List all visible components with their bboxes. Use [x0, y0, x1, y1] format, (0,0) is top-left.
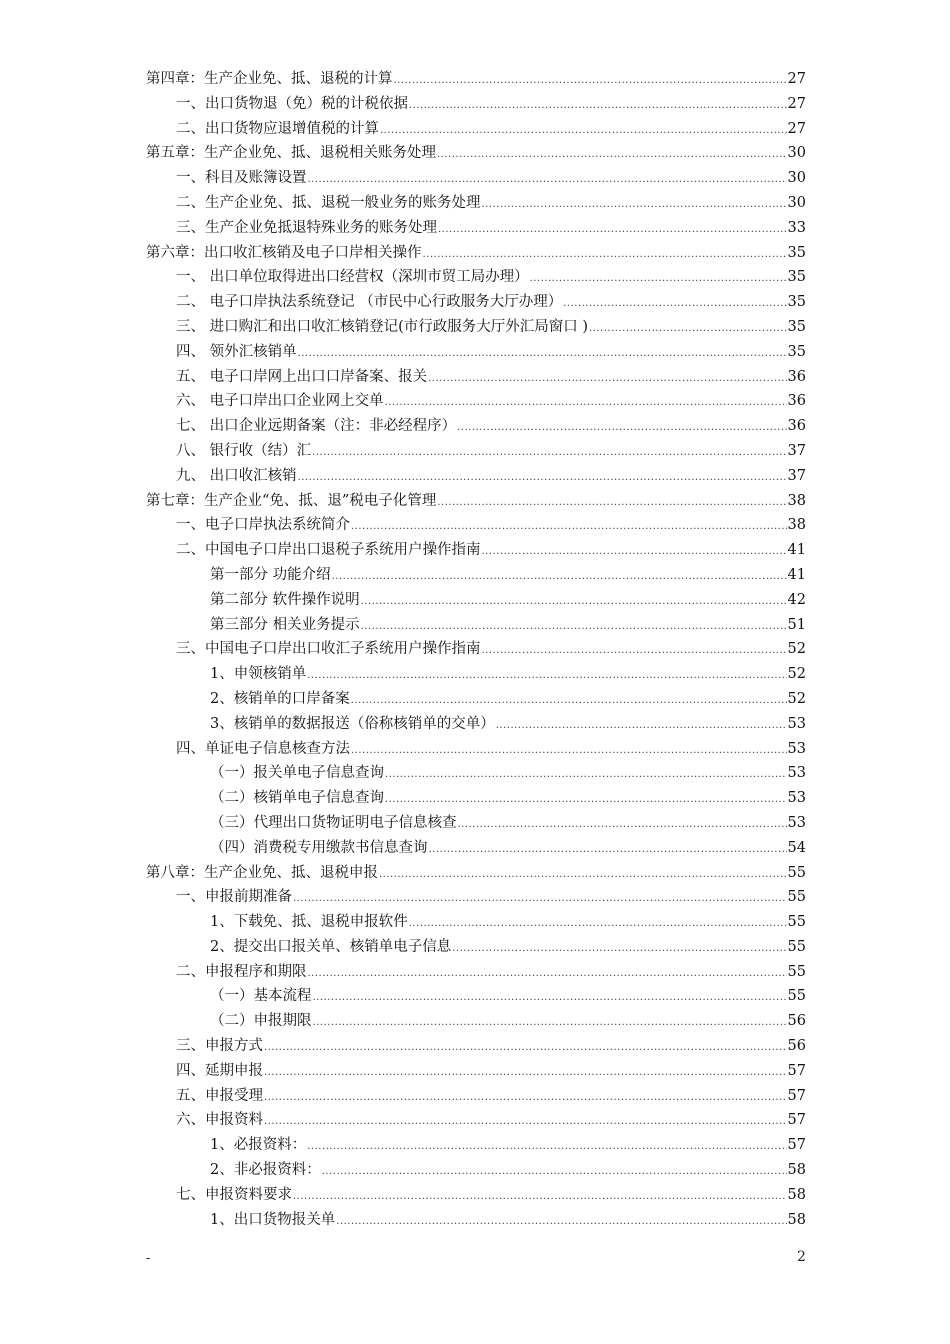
- toc-entry-title: 六、 电子口岸出口企业网上交单: [176, 393, 384, 410]
- toc-dot-leader: [312, 447, 786, 458]
- toc-entry-title: 一、电子口岸执法系统简介: [176, 517, 350, 534]
- toc-entry-page: 57: [787, 1137, 806, 1154]
- toc-entry-title: 四、 领外汇核销单: [176, 343, 297, 360]
- toc-dot-leader: [530, 273, 787, 284]
- toc-dot-leader: [307, 1141, 786, 1152]
- toc-entry-title: 3、核销单的数据报送（俗称核销单的交单）: [210, 715, 495, 732]
- toc-entry[interactable]: [146, 563, 806, 588]
- toc-dot-leader: [361, 621, 787, 632]
- toc-entry-page: 37: [787, 442, 806, 459]
- toc-entry[interactable]: [146, 117, 806, 142]
- toc-entry-page: 58: [787, 1162, 806, 1179]
- toc-entry-page: 57: [787, 1087, 806, 1104]
- toc-entry[interactable]: [146, 1009, 806, 1034]
- toc-entry[interactable]: [146, 513, 806, 538]
- toc-entry[interactable]: [146, 910, 806, 935]
- toc-dot-leader: [428, 373, 786, 384]
- toc-dot-leader: [458, 819, 787, 830]
- toc-entry-title: （二）申报期限: [210, 1013, 312, 1030]
- toc-dot-leader: [563, 298, 786, 309]
- toc-entry-page: 42: [787, 591, 806, 608]
- toc-dot-leader: [409, 918, 787, 929]
- toc-entry[interactable]: [146, 315, 806, 340]
- toc-entry-page: 51: [787, 616, 806, 633]
- toc-entry-title: 第三部分 相关业务提示: [210, 616, 360, 633]
- toc-entry[interactable]: [146, 389, 806, 414]
- toc-entry[interactable]: [146, 662, 806, 687]
- toc-dot-leader: [437, 149, 787, 160]
- toc-entry[interactable]: [146, 836, 806, 861]
- toc-entry-title: 第六章：出口收汇核销及电子口岸相关操作: [146, 244, 422, 261]
- toc-entry[interactable]: [146, 141, 806, 166]
- toc-entry-page: 30: [787, 194, 806, 211]
- toc-entry-title: 2、核销单的口岸备案: [210, 690, 350, 707]
- toc-entry[interactable]: [146, 538, 806, 563]
- toc-entry[interactable]: [146, 1108, 806, 1133]
- toc-entry-title: 六、申报资料: [176, 1112, 263, 1129]
- toc-entry-page: 30: [787, 170, 806, 187]
- toc-dot-leader: [452, 943, 786, 954]
- toc-entry[interactable]: [146, 67, 806, 92]
- toc-entry[interactable]: [146, 414, 806, 439]
- toc-entry-page: 41: [787, 566, 806, 583]
- toc-dot-leader: [423, 249, 787, 260]
- toc-dot-leader: [437, 497, 786, 508]
- toc-dot-leader: [293, 893, 787, 904]
- toc-entry[interactable]: [146, 464, 806, 489]
- toc-entry[interactable]: [146, 737, 806, 762]
- toc-entry-title: 第七章：生产企业“免、抵、退”税电子化管理: [146, 492, 437, 509]
- toc-entry[interactable]: [146, 811, 806, 836]
- toc-entry-page: 55: [787, 914, 806, 931]
- toc-dot-leader: [379, 869, 787, 880]
- toc-entry-title: 三、申报方式: [176, 1038, 263, 1055]
- toc-entry-title: 五、 电子口岸网上出口口岸备案、报关: [176, 368, 428, 385]
- toc-entry[interactable]: [146, 761, 806, 786]
- toc-entry-page: 55: [787, 988, 806, 1005]
- toc-entry-title: （一）报关单电子信息查询: [210, 765, 384, 782]
- toc-entry-page: 35: [787, 294, 806, 311]
- toc-entry-title: 二、生产企业免、抵、退税一般业务的账务处理: [176, 194, 481, 211]
- toc-dot-leader: [308, 174, 787, 185]
- toc-entry[interactable]: [146, 265, 806, 290]
- toc-entry-title: （二）核销单电子信息查询: [210, 790, 384, 807]
- toc-entry[interactable]: [146, 712, 806, 737]
- toc-entry[interactable]: [146, 1059, 806, 1084]
- toc-entry-page: 53: [787, 814, 806, 831]
- toc-entry-page: 27: [787, 120, 806, 137]
- toc-entry-page: 36: [787, 368, 806, 385]
- toc-entry-title: 七、申报资料要求: [176, 1186, 292, 1203]
- toc-entry-title: 七、 出口企业远期备案（注：非必经程序）: [176, 418, 457, 435]
- toc-dot-leader: [351, 695, 787, 706]
- toc-entry-page: 27: [787, 71, 806, 87]
- toc-dot-leader: [264, 1042, 787, 1053]
- toc-dot-leader: [264, 1092, 787, 1103]
- toc-dot-leader: [385, 769, 787, 780]
- toc-entry-page: 52: [787, 641, 806, 658]
- toc-entry-page: 36: [787, 418, 806, 435]
- toc-entry-page: 38: [787, 517, 806, 534]
- toc-entry-page: 35: [787, 318, 806, 335]
- toc-entry[interactable]: [146, 1158, 806, 1183]
- toc-entry-title: 一、出口货物退（免）税的计税依据: [176, 95, 408, 112]
- toc-entry-page: 55: [787, 938, 806, 955]
- toc-dot-leader: [351, 521, 787, 532]
- toc-entry-title: 二、出口货物应退增值税的计算: [176, 120, 379, 137]
- toc-entry-page: 36: [787, 393, 806, 410]
- toc-entry[interactable]: [146, 166, 806, 191]
- toc-entry-page: 58: [787, 1186, 806, 1203]
- toc-entry-page: 33: [787, 219, 806, 236]
- toc-entry-page: 53: [787, 765, 806, 782]
- toc-entry-page: 53: [787, 715, 806, 732]
- toc-dot-leader: [336, 1216, 786, 1227]
- toc-entry-title: 第四章：生产企业免、抵、退税的计算: [146, 71, 393, 87]
- toc-entry-title: 第五章：生产企业免、抵、退税相关账务处理: [146, 145, 436, 162]
- toc-dot-leader: [264, 1067, 787, 1078]
- toc-entry[interactable]: [146, 1183, 806, 1208]
- toc-entry-page: 55: [787, 864, 806, 881]
- footer-mark: -: [146, 1251, 151, 1266]
- toc-entry[interactable]: [146, 687, 806, 712]
- toc-entry-title: 四、延期申报: [176, 1062, 263, 1079]
- toc-entry-title: 第二部分 软件操作说明: [210, 591, 360, 608]
- toc-dot-leader: [298, 472, 787, 483]
- toc-entry[interactable]: [146, 1034, 806, 1059]
- toc-entry-title: 九、 出口收汇核销: [176, 467, 297, 484]
- toc-dot-leader: [332, 571, 787, 582]
- toc-entry[interactable]: [146, 861, 806, 886]
- toc-entry-title: 一、申报前期准备: [176, 889, 292, 906]
- toc-entry-page: 35: [787, 343, 806, 360]
- toc-entry-title: 一、科目及账簿设置: [176, 170, 307, 187]
- toc-dot-leader: [429, 844, 787, 855]
- toc-dot-leader: [438, 224, 787, 235]
- toc-entry[interactable]: [146, 885, 806, 910]
- toc-entry-title: 四、单证电子信息核查方法: [176, 740, 350, 757]
- toc-entry-title: 一、 出口单位取得进出口经营权（深圳市贸工局办理）: [176, 269, 529, 286]
- toc-entry-title: 八、 银行收（结）汇: [176, 442, 312, 459]
- toc-dot-leader: [264, 1116, 787, 1127]
- toc-entry-title: 1、出口货物报关单: [210, 1211, 336, 1228]
- toc-dot-leader: [385, 397, 787, 408]
- toc-entry[interactable]: [146, 290, 806, 315]
- toc-entry-page: 57: [787, 1062, 806, 1079]
- toc-entry-page: 58: [787, 1211, 806, 1228]
- toc-entry[interactable]: [146, 489, 806, 514]
- toc-entry-title: （一）基本流程: [210, 988, 312, 1005]
- toc-entry[interactable]: [146, 613, 806, 638]
- toc-entry-page: 53: [787, 740, 806, 757]
- toc-entry-page: 38: [787, 492, 806, 509]
- toc-entry[interactable]: [146, 365, 806, 390]
- toc-dot-leader: [457, 422, 786, 433]
- toc-entry-title: 2、提交出口报关单、核销单电子信息: [210, 938, 452, 955]
- toc-entry-title: 二、申报程序和期限: [176, 963, 307, 980]
- toc-entry-page: 35: [787, 269, 806, 286]
- toc-dot-leader: [380, 125, 787, 136]
- toc-entry[interactable]: [146, 439, 806, 464]
- toc-entry[interactable]: [146, 241, 806, 266]
- toc-entry[interactable]: [146, 786, 806, 811]
- toc-entry-title: 2、非必报资料：: [210, 1162, 321, 1179]
- toc-dot-leader: [322, 1166, 787, 1177]
- toc-dot-leader: [361, 596, 787, 607]
- toc-dot-leader: [308, 968, 787, 979]
- toc-entry-title: 1、申领核销单: [210, 666, 307, 683]
- toc-dot-leader: [482, 546, 787, 557]
- table-of-contents: [146, 67, 806, 1232]
- toc-entry-title: 三、生产企业免抵退特殊业务的账务处理: [176, 219, 437, 236]
- toc-dot-leader: [385, 794, 787, 805]
- toc-entry-page: 30: [787, 145, 806, 162]
- toc-entry[interactable]: [146, 1133, 806, 1158]
- toc-entry-page: 56: [787, 1013, 806, 1030]
- toc-dot-leader: [482, 199, 787, 210]
- toc-dot-leader: [482, 645, 787, 656]
- toc-entry-title: 三、中国电子口岸出口收汇子系统用户操作指南: [176, 641, 481, 658]
- toc-entry[interactable]: [146, 588, 806, 613]
- toc-entry[interactable]: [146, 340, 806, 365]
- toc-entry-page: 52: [787, 666, 806, 683]
- toc-entry-page: 35: [787, 244, 806, 261]
- footer-page-number: 2: [797, 1249, 806, 1265]
- toc-entry[interactable]: [146, 960, 806, 985]
- toc-dot-leader: [307, 670, 786, 681]
- toc-dot-leader: [496, 720, 787, 731]
- toc-entry[interactable]: [146, 92, 806, 117]
- toc-entry-page: 37: [787, 467, 806, 484]
- toc-entry-page: 52: [787, 690, 806, 707]
- toc-dot-leader: [589, 323, 787, 334]
- toc-entry-title: （四）消费税专用缴款书信息查询: [210, 839, 428, 856]
- toc-dot-leader: [351, 745, 787, 756]
- toc-entry-page: 27: [787, 95, 806, 112]
- toc-entry[interactable]: [146, 637, 806, 662]
- toc-dot-leader: [313, 992, 787, 1003]
- toc-entry-title: 二、 电子口岸执法系统登记 （市民中心行政服务大厅办理）: [176, 294, 563, 311]
- toc-entry[interactable]: [146, 216, 806, 241]
- toc-entry-page: 55: [787, 889, 806, 906]
- toc-entry-page: 54: [787, 839, 806, 856]
- toc-entry-page: 57: [787, 1112, 806, 1129]
- toc-entry-title: 1、下载免、抵、退税申报软件: [210, 914, 408, 931]
- toc-entry-title: 二、中国电子口岸出口退税子系统用户操作指南: [176, 542, 481, 559]
- toc-entry[interactable]: [146, 191, 806, 216]
- toc-entry-title: 五、申报受理: [176, 1087, 263, 1104]
- toc-dot-leader: [394, 75, 787, 86]
- toc-entry-title: 三、 进口购汇和出口收汇核销登记(市行政服务大厅外汇局窗口 ): [176, 318, 589, 335]
- toc-entry-page: 55: [787, 963, 806, 980]
- toc-dot-leader: [293, 1191, 787, 1202]
- toc-entry-title: （三）代理出口货物证明电子信息核查: [210, 814, 457, 831]
- toc-entry-page: 53: [787, 790, 806, 807]
- toc-entry[interactable]: [146, 1208, 806, 1233]
- toc-entry-title: 第八章：生产企业免、抵、退税申报: [146, 864, 378, 881]
- toc-entry[interactable]: [146, 984, 806, 1009]
- toc-dot-leader: [313, 1017, 787, 1028]
- toc-entry[interactable]: [146, 935, 806, 960]
- toc-entry-title: 1、必报资料：: [210, 1137, 307, 1154]
- toc-entry-title: 第一部分 功能介绍: [210, 566, 331, 583]
- toc-entry[interactable]: [146, 1084, 806, 1109]
- toc-entry-page: 41: [787, 542, 806, 559]
- toc-entry-page: 56: [787, 1038, 806, 1055]
- toc-dot-leader: [409, 100, 787, 111]
- toc-dot-leader: [298, 348, 787, 359]
